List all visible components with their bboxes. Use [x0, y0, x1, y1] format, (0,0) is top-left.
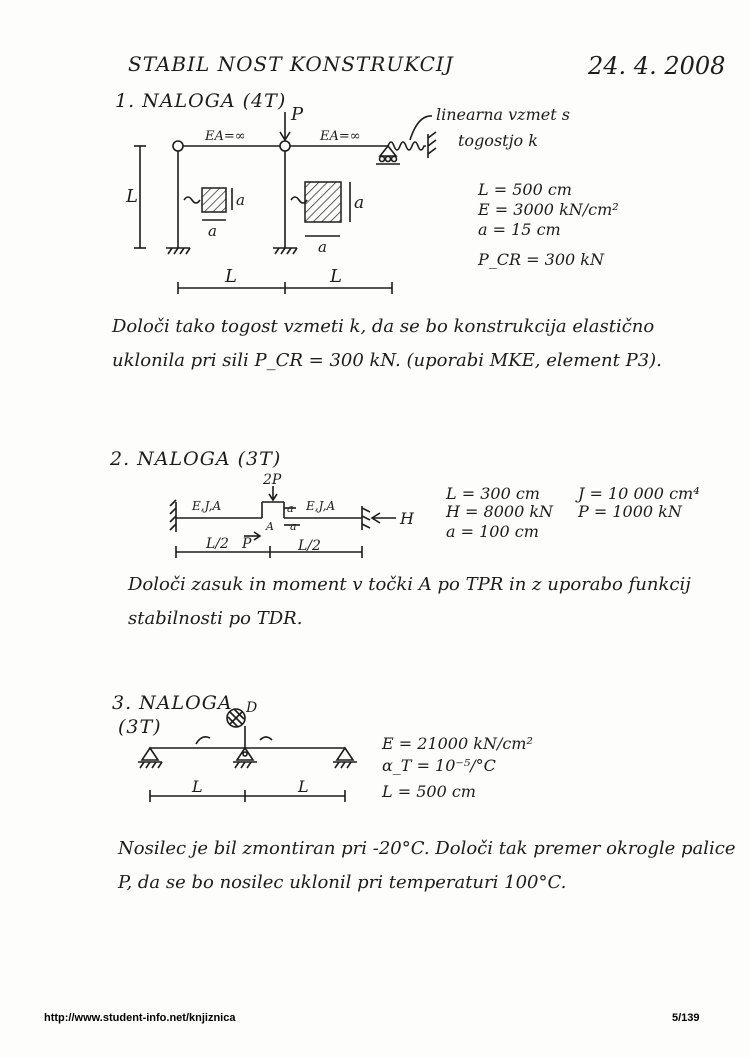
task3-data-1: E = 21000 kN/cm² [382, 734, 533, 753]
task2-data-r2: P = 1000 kN [578, 502, 682, 521]
task1-data-2: E = 3000 kN/cm² [478, 200, 619, 219]
task1-heading: 1. NALOGA (4T) [115, 90, 287, 112]
task3-data-2: α_T = 10⁻⁵/°C [382, 756, 496, 775]
task1-load-label: P [291, 104, 304, 125]
task2-span-left: L/2 [206, 536, 229, 552]
task3-data-3: L = 500 cm [382, 782, 476, 801]
task2-span-right: L/2 [298, 538, 321, 554]
task2-data-l1: L = 300 cm [446, 484, 540, 503]
task1-ea-left: EA=∞ [205, 129, 246, 144]
task2-data-l3: a = 100 cm [446, 522, 539, 541]
document-date: 24. 4. 2008 [588, 52, 726, 80]
task1-data-1: L = 500 cm [478, 180, 572, 199]
task2-left-member: E,J,A [192, 499, 222, 513]
task1-height-label: L [126, 186, 138, 207]
task3-span-left: L [192, 777, 203, 796]
task2-text: Določi zasuk in moment v točki A po TPR in z uporabo funkcij stabilnosti po TDR. [128, 574, 691, 629]
task2-heading: 2. NALOGA (3T) [110, 448, 282, 470]
task2-data-r1: J = 10 000 cm⁴ [578, 484, 700, 503]
task1-data-3: a = 15 cm [478, 220, 561, 239]
task1-span-right: L [330, 266, 342, 287]
footer-url[interactable]: http://www.student-info.net/knjiznica [44, 1012, 236, 1024]
task3-span-right: L [298, 777, 309, 796]
task2-load-2p: 2P [263, 472, 282, 488]
task2-data-l2: H = 8000 kN [446, 502, 554, 521]
task1-text: Določi tako togost vzmeti k, da se bo konstrukcija elastično uklonila pri sili P_CR = 300 kN. (uporabi MKE, element P3). [112, 316, 662, 371]
task1-section-right-w: a [318, 238, 327, 256]
task2-point-a: A [266, 520, 274, 533]
task1-data-4: P_CR = 300 kN [478, 250, 604, 269]
task2-load-h: H [400, 509, 414, 528]
task2-dim-a2: a [290, 520, 297, 533]
task3-points: (3T) [118, 716, 162, 738]
task1-span-left: L [225, 266, 237, 287]
document-title: STABIL NOST KONSTRUKCIJ [128, 52, 454, 76]
task1-ea-right: EA=∞ [320, 129, 361, 144]
footer-page-number: 5/139 [672, 1012, 700, 1024]
task1-section-left-w: a [208, 222, 217, 240]
task2-right-member: E,J,A [306, 499, 336, 513]
task2-dim-a1: a [287, 502, 294, 515]
task1-section-right-h: a [354, 193, 365, 213]
task1-spring-note-2: togostjo k [458, 131, 538, 150]
task1-spring-note-1: linearna vzmet s [436, 105, 570, 124]
task3-heading: 3. NALOGA [112, 692, 233, 714]
task1-section-left-h: a [236, 191, 245, 209]
task3-bar-label: D [246, 700, 258, 716]
task3-text: Nosilec je bil zmontiran pri -20°C. Določi tak premer okrogle palice P, da se bo nosilec uklonil pri temperaturi 100°C. [118, 838, 736, 893]
task2-load-p: P [242, 536, 252, 552]
